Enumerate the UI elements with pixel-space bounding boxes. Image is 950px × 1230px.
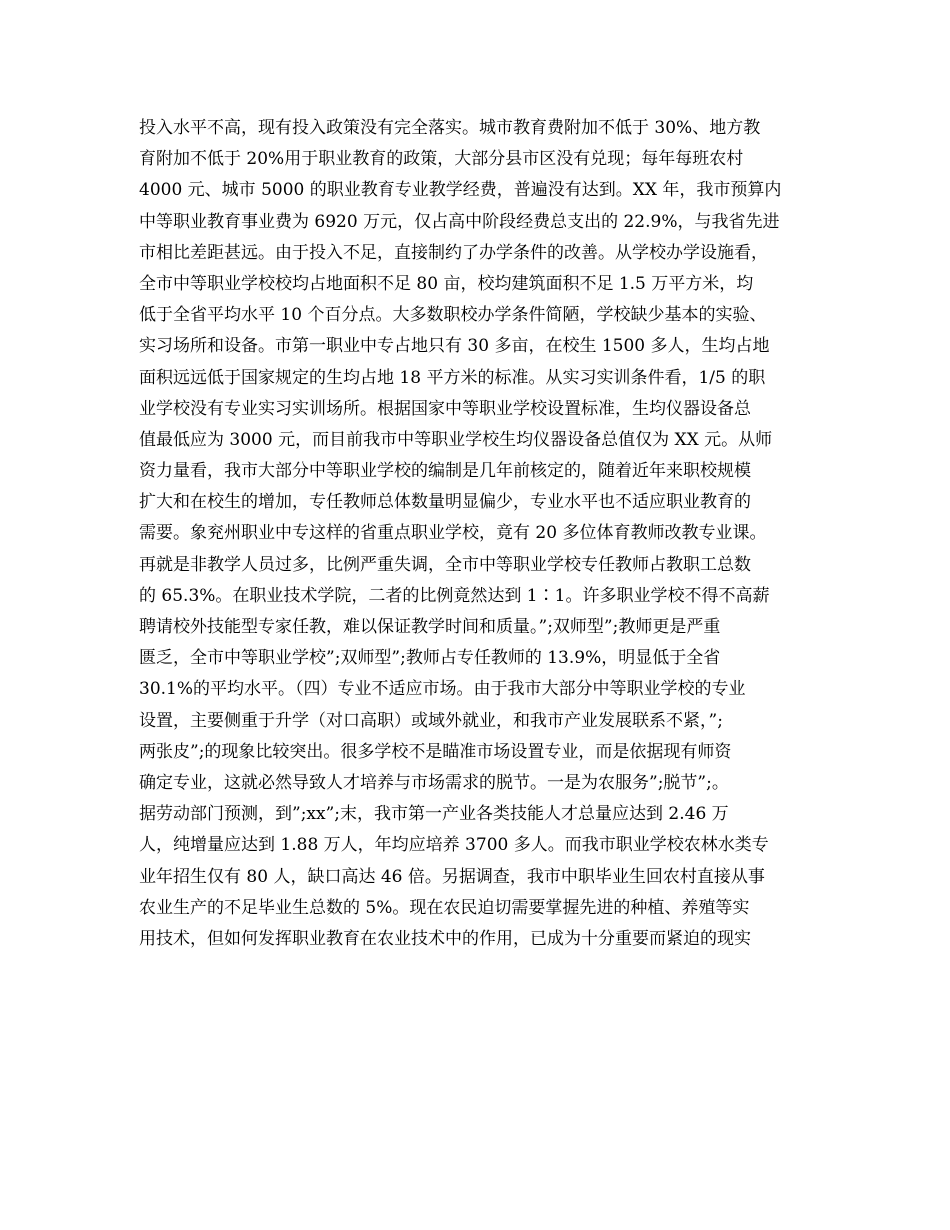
text-line: 的 65.3%。在职业技术学院，二者的比例竟然达到 1∶1。许多职业学校不得不高薪 xyxy=(139,585,770,606)
text-line: 确定专业，这就必然导致人才培养与市场需求的脱节。一是为农服务”;脱节”;。 xyxy=(139,772,729,793)
text-line: 据劳动部门预测，到”;xx”;末，我市第一产业各类技能人才总量应达到 2.46 万 xyxy=(139,804,729,825)
text-line: 资力量看，我市大部分中等职业学校的编制是几年前核定的，随着近年来职校规模 xyxy=(139,461,751,482)
text-line: 面积远远低于国家规定的生均占地 18 平方米的标准。从实习实训条件看，1/5 的职 xyxy=(139,367,766,388)
body-text xyxy=(139,113,819,955)
text-line: 业年招生仅有 80 人，缺口高达 46 倍。另据调查，我市中职毕业生回农村直接从事 xyxy=(139,866,765,887)
text-line: 需要。象兖州职业中专这样的省重点职业学校，竟有 20 多位体育教师改教专业课。 xyxy=(139,523,767,544)
text-line: 扩大和在校生的增加，专任教师总体数量明显偏少，专业水平也不适应职业教育的 xyxy=(139,492,751,513)
text-line: 设置，主要侧重于升学（对口高职）或域外就业，和我市产业发展联系不紧，”; xyxy=(139,710,723,731)
text-line: 低于全省平均水平 10 个百分点。大多数职校办学条件简陋，学校缺少基本的实验、 xyxy=(139,305,767,326)
text-line: 全市中等职业学校校均占地面积不足 80 亩，校均建筑面积不足 1.5 万平方米，均 xyxy=(139,273,754,294)
text-line: 30.1%的平均水平。（四）专业不适应市场。由于我市大部分中等职业学校的专业 xyxy=(139,679,746,700)
text-line: 两张皮”;的现象比较突出。很多学校不是瞄准市场设置专业，而是依据现有师资 xyxy=(139,741,732,762)
text-line: 聘请校外技能型专家任教，难以保证教学时间和质量。”;双师型”;教师更是严重 xyxy=(139,617,721,637)
text-line: 育附加不低于 20%用于职业教育的政策，大部分县市区没有兑现；每年每班农村 xyxy=(139,149,744,170)
text-line: 实习场所和设备。市第一职业中专占地只有 30 多亩，在校生 1500 多人，生均占地 xyxy=(139,336,770,357)
text-line: 业学校没有专业实习实训场所。根据国家中等职业学校设置标准，生均仪器设备总 xyxy=(139,398,751,419)
text-line: 投入水平不高，现有投入政策没有完全落实。城市教育费附加不低于 30%、地方教 xyxy=(139,118,761,138)
text-line: 农业生产的不足毕业生总数的 5%。现在农民迫切需要掌握先进的种植、养殖等实 xyxy=(139,897,750,918)
text-line: 市相比差距甚远。由于投入不足，直接制约了办学条件的改善。从学校办学设施看， xyxy=(139,242,768,263)
text-line: 人，纯增量应达到 1.88 万人，年均应培养 3700 多人。而我市职业学校农林水类专 xyxy=(139,835,769,856)
text-line: 中等职业教育事业费为 6920 万元，仅占高中阶段经费总支出的 22.9%，与我省先进 xyxy=(139,211,780,232)
text-line: 值最低应为 3000 元，而目前我市中等职业学校生均仪器设备总值仅为 XX 元。从师 xyxy=(139,429,773,450)
text-line: 匮乏，全市中等职业学校”;双师型”;教师占专任教师的 13.9%，明显低于全省 xyxy=(139,648,721,669)
text-line: 用技术，但如何发挥职业教育在农业技术中的作用，已成为十分重要而紧迫的现实 xyxy=(139,928,751,949)
text-line: 4000 元、城市 5000 的职业教育专业教学经费，普遍没有达到。XX 年，我市预算内 xyxy=(139,180,782,201)
text-line: 再就是非教学人员过多，比例严重失调，全市中等职业学校专任教师占教职工总数 xyxy=(139,554,751,575)
